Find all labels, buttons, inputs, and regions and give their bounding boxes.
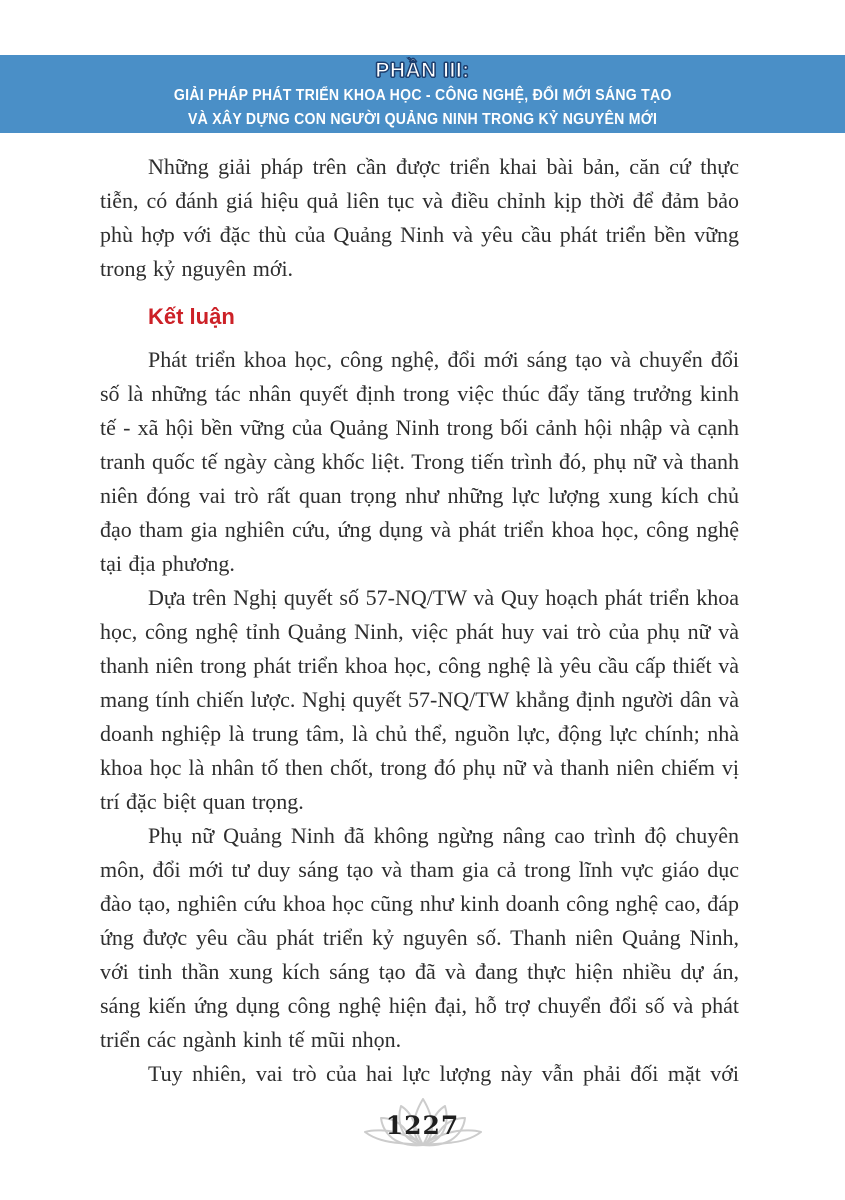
- part-title-line1: GIẢI PHÁP PHÁT TRIỂN KHOA HỌC - CÔNG NGHỆ, ĐỔI MỚI SÁNG TẠO: [173, 86, 672, 104]
- section-heading-conclusion: Kết luận: [148, 304, 235, 329]
- page-footer: [0, 1096, 845, 1154]
- paragraph-conclusion-3: Phụ nữ Quảng Ninh đã không ngừng nâng cao trình độ chuyên môn, đổi mới tư duy sáng tạo và tham gia cả trong lĩnh vực giáo dục đào tạo, nghiên cứu khoa học cũng như kinh doanh công nghệ cao, đáp ứng được yêu cầu phát triển kỷ nguyên số. Thanh niên Quảng Ninh, với tinh thần xung kích sáng tạo đã và đang thực hiện nhiều dự án, sáng kiến ứng dụng công nghệ hiện đại, hỗ trợ chuyển đổi số và phát triển các ngành kinh tế mũi nhọn.: [100, 823, 739, 1052]
- part-number-label: PHẦN III:: [375, 58, 470, 82]
- paragraph-solutions-summary: Những giải pháp trên cần được triển khai bài bản, căn cứ thực tiễn, có đánh giá hiệu quả liên tục và điều chỉnh kịp thời để đảm bảo phù hợp với đặc thù của Quảng Ninh và yêu cầu phát triển bền vững trong kỷ nguyên mới.: [100, 154, 739, 281]
- part-header-banner: [0, 55, 845, 133]
- page-number-ornament: [361, 1096, 485, 1154]
- part-title-line2: VÀ XÂY DỰNG CON NGƯỜI QUẢNG NINH TRONG KỶ NGUYÊN MỚI: [187, 110, 658, 128]
- paragraph-conclusion-4: Tuy nhiên, vai trò của hai lực lượng này vẫn phải đối mặt với: [148, 1061, 739, 1086]
- page-body: [0, 133, 845, 1091]
- page-number: 1227: [385, 1111, 460, 1140]
- paragraph-conclusion-2: Dựa trên Nghị quyết số 57-NQ/TW và Quy hoạch phát triển khoa học, công nghệ tỉnh Quảng Ninh, việc phát huy vai trò của phụ nữ và thanh niên trong phát triển khoa học, công nghệ là yêu cầu cấp thiết và mang tính chiến lược. Nghị quyết 57-NQ/TW khẳng định người dân và doanh nghiệp là trung tâm, là chủ thể, nguồn lực, động lực chính; nhà khoa học là nhân tố then chốt, trong đó phụ nữ và thanh niên chiếm vị trí đặc biệt quan trọng.: [100, 585, 739, 814]
- paragraph-conclusion-1: Phát triển khoa học, công nghệ, đổi mới sáng tạo và chuyển đổi số là những tác nhân quyết định trong việc thúc đẩy tăng trưởng kinh tế - xã hội bền vững của Quảng Ninh trong bối cảnh hội nhập và cạnh tranh quốc tế ngày càng khốc liệt. Trong tiến trình đó, phụ nữ và thanh niên đóng vai trò rất quan trọng như những lực lượng xung kích chủ đạo tham gia nghiên cứu, ứng dụng và phát triển khoa học, công nghệ tại địa phương.: [100, 347, 739, 576]
